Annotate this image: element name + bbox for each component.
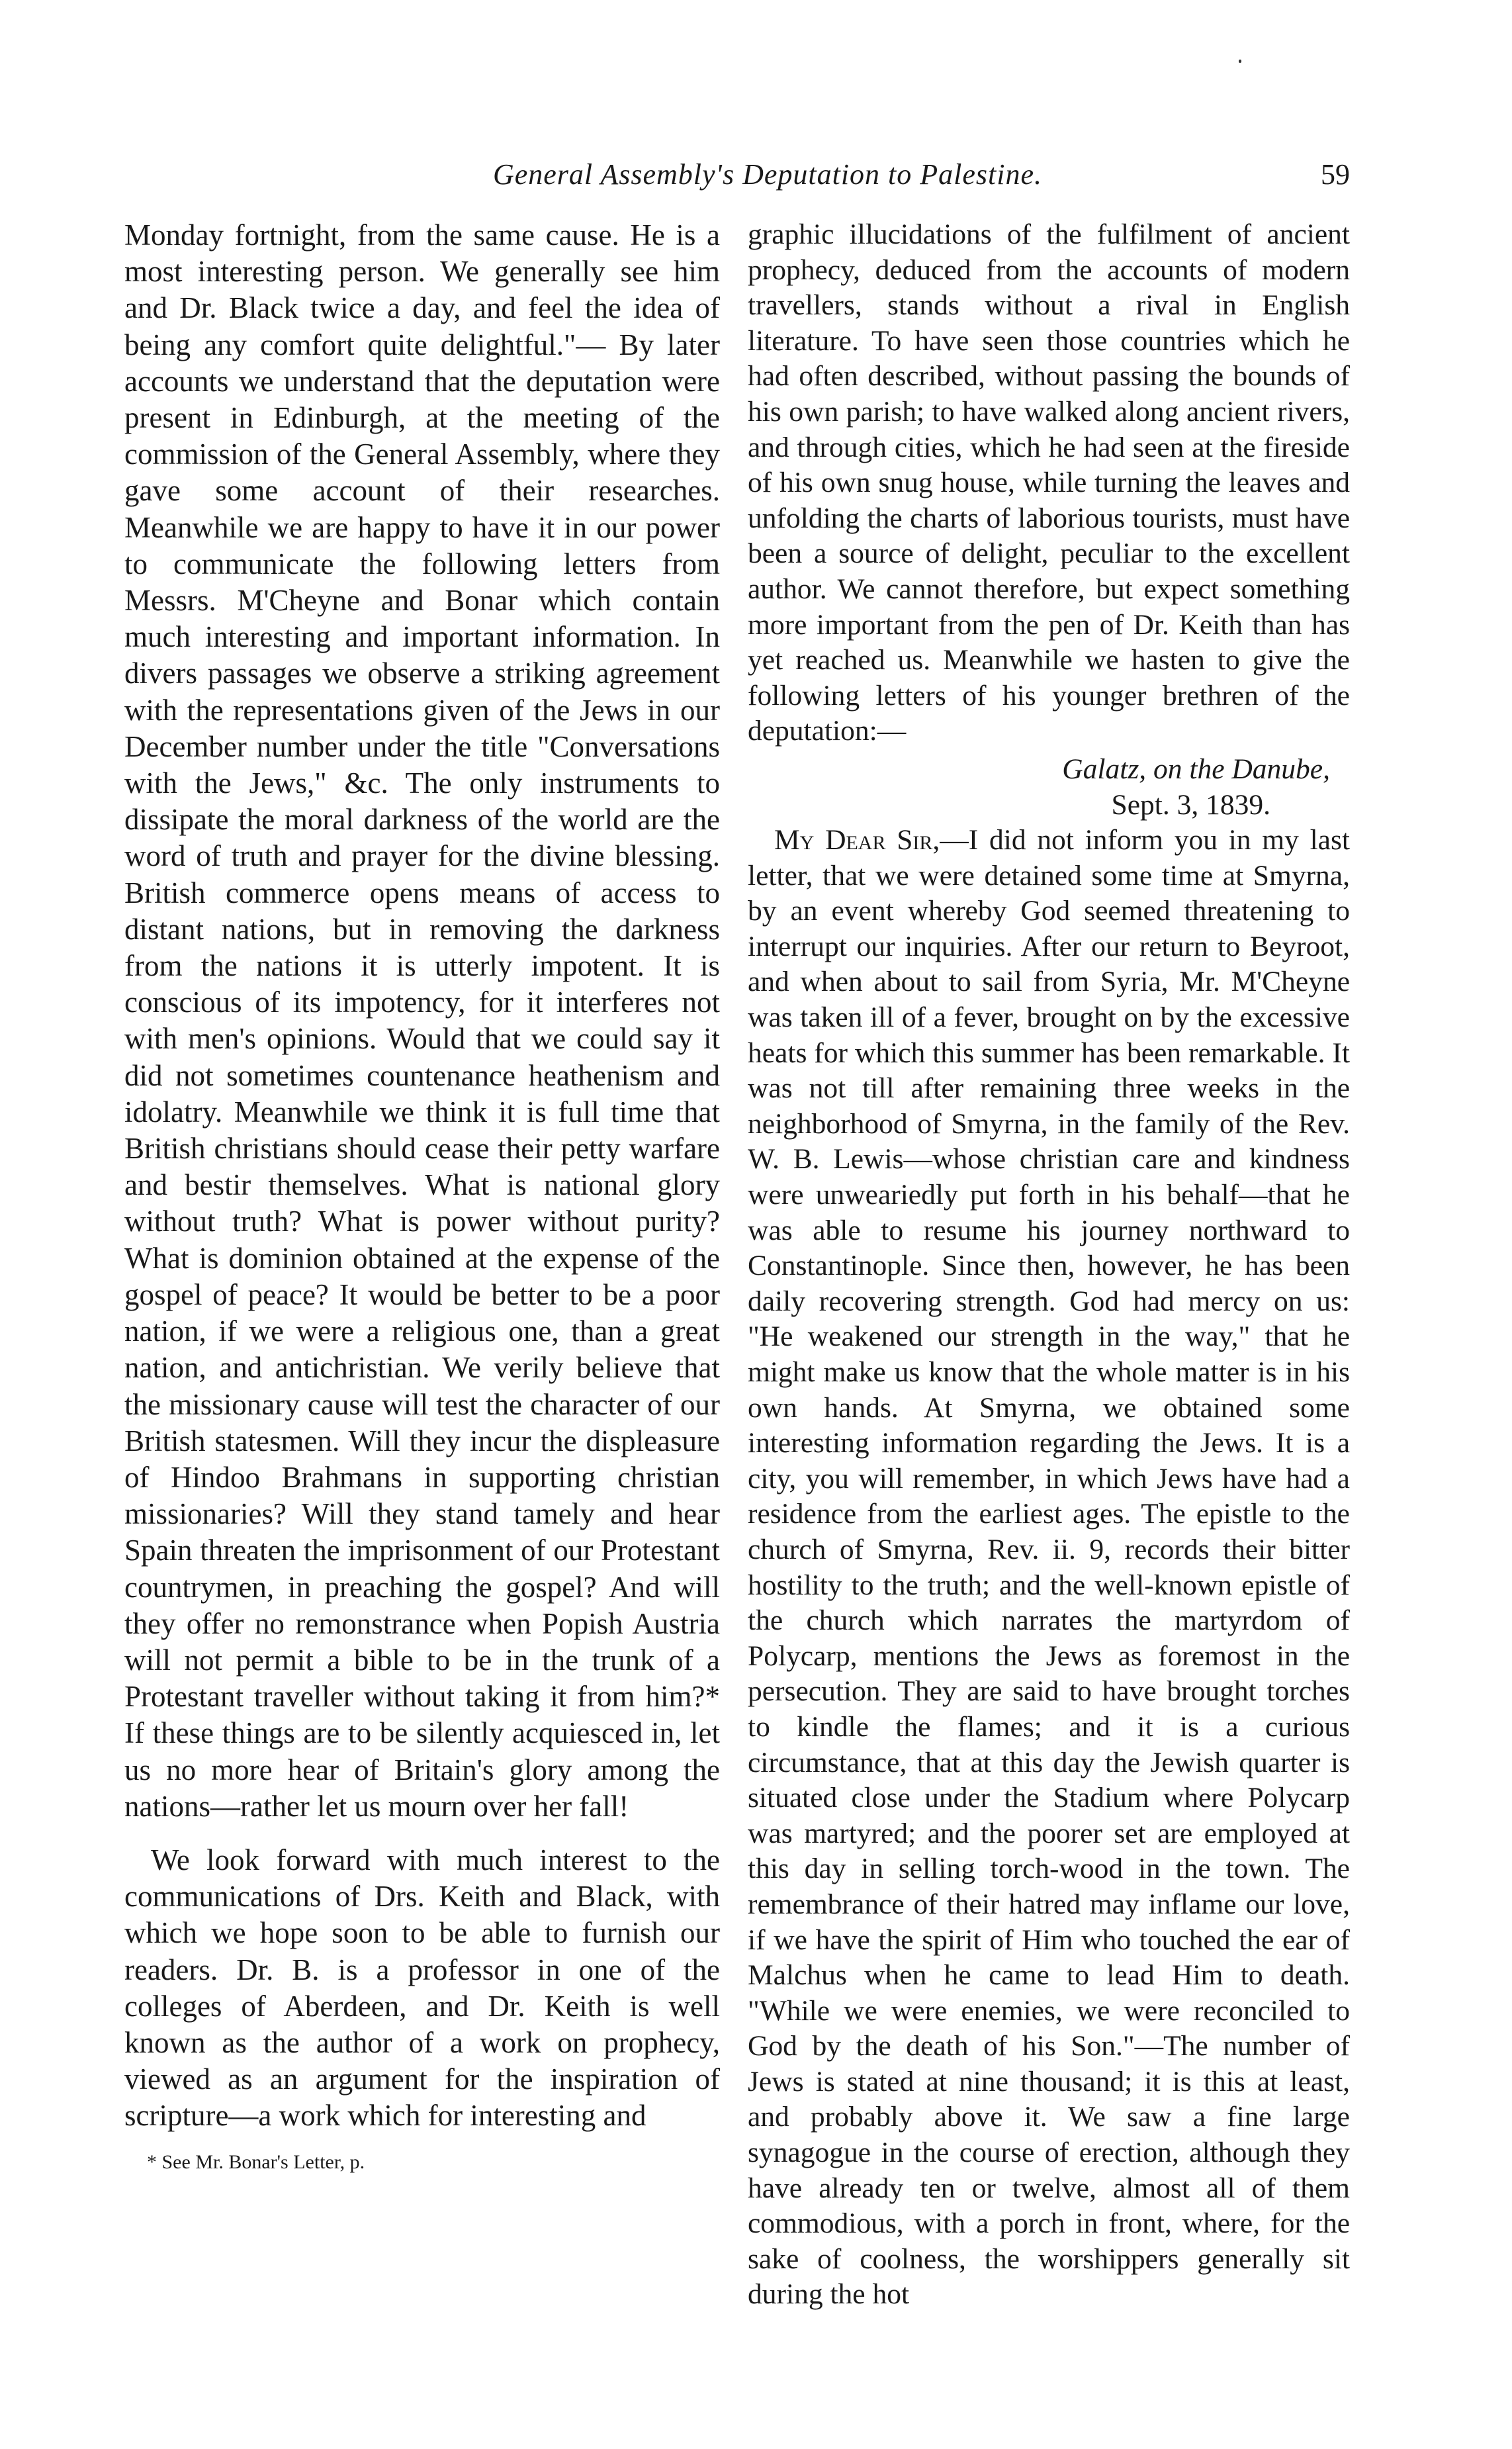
dateline-place: Galatz, on the Danube,: [1062, 753, 1330, 785]
running-header: [119, 158, 1350, 197]
running-title: General Assembly's Deputation to Palestine.: [492, 158, 1043, 191]
footnote: * See Mr. Bonar's Letter, p.: [147, 2151, 365, 2173]
ink-speck: [1239, 60, 1241, 63]
dateline-date: Sept. 3, 1839.: [1111, 788, 1270, 821]
letter-body: [748, 823, 1350, 2313]
letter-text: —I did not inform you in my last letter, that we were detained some time at Smyrna, by an event whereby God seemed threatening to interrupt our inquiries. After our return to Beyroot, and when about to sail from Syria, Mr. M'Cheyne was taken ill of a fever, brought on by the excessive heats for which this summer has been remarkable. It was not till after remaining three weeks in the neighborhood of Smyrna, in the family of the Rev. W. B. Lewis—whose christian care and kindness were unweariedly put forth in his behalf—that he was able to resume his journey northward to Constantinople. Since then, however, he has been daily recovering strength. God had mercy on us: "He weakened our strength in the way," that he might make us know that the whole matter is in his own hands. At Smyrna, we obtained some interesting information regarding the Jews. It is a city, you will remember, in which Jews have had a residence from the earliest ages. The epistle to the church of Smyrna, Rev. ii. 9, records their bitter hostility to the truth; and the well-known epistle of the church which narrates the martyrdom of Polycarp, mentions the Jews as foremost in the persecution. They are said to have brought torches to kindle the flames; and it is a curious circumstance, that at this day the Jewish quarter is situated close under the Stadium where Polycarp was martyred; and the poorer set are employed at this day in selling torch-wood in the town. The remembrance of their hatred may inflame our love, if we have the spirit of Him who touched the ear of Malchus when he came to lead Him to death. "While we were enemies, we were reconciled to God by the death of his Son."—The number of Jews is stated at nine thousand; it is this at least, and probably above it. We saw a fine large synagogue in the course of erection, although they have already ten or twelve, almost all of them commodious, with a porch in front, where, for the sake of coolness, the worshippers generally sit during the hot: [748, 824, 1350, 2311]
right-paragraph-1: graphic illucidations of the fulfilment of ancient prophecy, deduced from the accounts of modern travellers, stands without a rival in English literature. To have seen those countries which he had often described, without passing the bounds of his own parish; to have walked along ancient rivers, and through cities, which he had seen at the fireside of his own snug house, while turning the leaves and unfolding the charts of laborious tourists, must have been a source of delight, peculiar to the excellent author. We cannot therefore, but expect something more important from the pen of Dr. Keith than has yet reached us. Meanwhile we hasten to give the following letters of his younger brethren of the deputation:—: [748, 218, 1350, 747]
letter-dateline: [748, 752, 1330, 823]
page-number: 59: [1321, 158, 1350, 191]
right-column: [748, 217, 1350, 2313]
left-paragraph-2: We look forward with much interest to the communications of Drs. Keith and Black, with which we hope soon to be able to furnish our readers. Dr. B. is a professor in one of the colleges of Aberdeen, and Dr. Keith is well known as the author of a work on prophecy, viewed as an argument for the inspiration of scripture—a work which for interesting and: [124, 1843, 720, 2133]
left-column: [124, 217, 720, 2135]
left-paragraph-1: Monday fortnight, from the same cause. He is a most interesting person. We generally see him and Dr. Black twice a day, and feel the idea of being any comfort quite delightful."— By later accounts we understand that the deputation were present in Edinburgh, at the meeting of the commission of the General Assembly, where they gave some account of their researches. Meanwhile we are happy to have it in our power to communicate the following letters from Messrs. M'Cheyne and Bonar which contain much interesting and important information. In divers passages we observe a striking agreement with the representations given of the Jews in our December number under the title "Conversations with the Jews," &c. The only instruments to dissipate the moral darkness of the world are the word of truth and prayer for the divine blessing. British commerce opens means of access to distant nations, but in removing the darkness from the nations it is utterly impotent. It is conscious of its impotency, for it interferes not with men's opinions. Would that we could say it did not sometimes countenance heathenism and idolatry. Meanwhile we think it is full time that British christians should cease their petty warfare and bestir themselves. What is national glory without truth? What is power without purity? What is dominion obtained at the expense of the gospel of peace? It would be better to be a poor nation, if we were a religious one, than a great nation, and antichristian. We verily believe that the missionary cause will test the character of our British statesmen. Will they incur the displeasure of Hindoo Brahmans in supporting christian missionaries? Will they stand tamely and hear Spain threaten the imprisonment of our Protestant countrymen, in preaching the gospel? And will they offer no remonstrance when Popish Austria will not permit a bible to be in the trunk of a Protestant traveller without taking it from him?* If these things are to be silently acquiesced in, let us no more hear of Britain's glory among the nations—rather let us mourn over her fall!: [124, 218, 720, 1823]
letter-salutation: My Dear Sir,: [774, 824, 940, 856]
